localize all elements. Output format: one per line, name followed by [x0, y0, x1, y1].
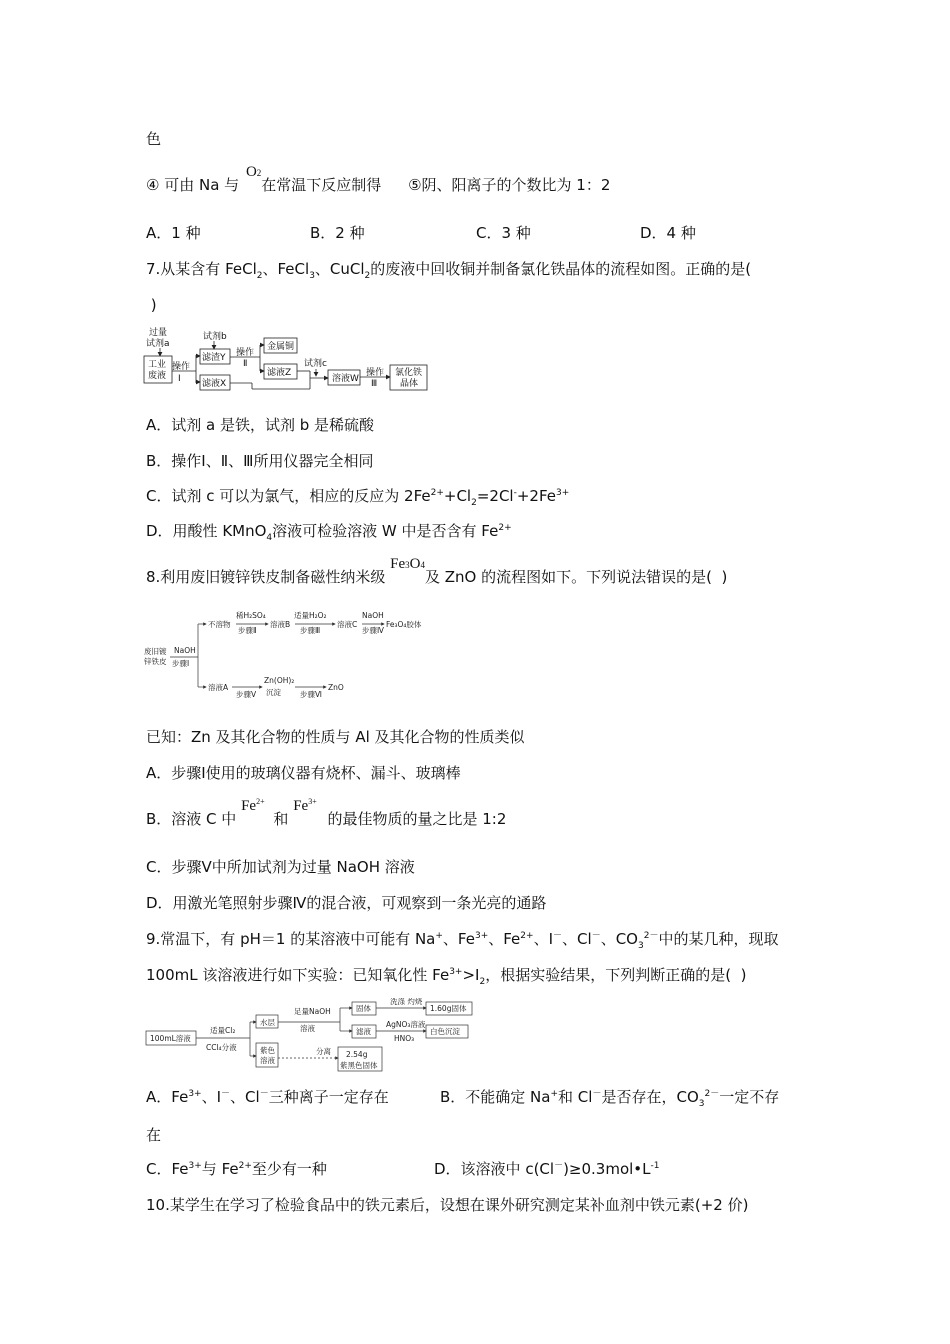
q7-option-c: C．试剂 c 可以为氯气，相应的反应为 $2Fe^{2+}+Cl_2=2Cl^-+2Fe^{3+}$ [146, 487, 570, 508]
q7-reagent-c: 试剂c [304, 359, 327, 369]
q7-op2-num: Ⅱ [243, 359, 248, 369]
q7-filtrate-x: 滤液X [202, 379, 227, 389]
q8-dilute-h2so4: 稀H₂SO₄ [236, 611, 266, 620]
q7-option-b: B．操作Ⅰ、Ⅱ、Ⅲ所用仪器完全相同 [146, 452, 374, 470]
q7-filtrate-y: 滤渣Y [202, 353, 226, 363]
q9-option-b: B．不能确定 Na+和 Cl－是否存在，$CO_3^{2-}$一定不存 [440, 1088, 780, 1109]
q8-precipitate: 沉淀 [266, 688, 281, 697]
q8-flow-diagram [140, 605, 440, 700]
q9-violet-solid: 紫黑色固体 [340, 1061, 378, 1070]
q8-step5: 步骤Ⅴ [236, 690, 257, 699]
q8-option-c: C．步骤Ⅴ中所加试剂为过量 NaOH 溶液 [146, 858, 415, 876]
q7-op1: 操作 [172, 362, 191, 372]
q9-cl2: 适量Cl₂ [210, 1026, 236, 1035]
q8-h2o2: 适量H₂O₂ [294, 611, 327, 620]
q8-start-2: 锌铁皮 [144, 657, 167, 666]
q7-option-d: D．用酸性 KMnO$_4$溶液可检验溶液 W 中是否含有 $Fe^{2+}$ [146, 522, 512, 543]
q8-option-b: B．溶液 C 中 $Fe^{2+}$ 和 $Fe^{3+}$ 的最佳物质的量之比是 1:2 [146, 797, 507, 828]
q8-option-a: A．步骤Ⅰ使用的玻璃仪器有烧杯、漏斗、玻璃棒 [146, 764, 461, 782]
q8-colloid: Fe₃O₄胶体 [386, 620, 422, 629]
q7-filtrate-z: 滤液Z [267, 368, 292, 378]
q6-option-c: C．3 种 [476, 224, 531, 242]
q7-op3-num: Ⅲ [371, 379, 378, 389]
q9-mass-2: 2.54g [346, 1050, 368, 1059]
q9-water-layer: 水层 [260, 1018, 275, 1027]
q7-waste-1: 工业 [148, 360, 167, 370]
q7-stem-close: ) [150, 296, 157, 314]
q8-solution-a: 溶液A [208, 683, 229, 692]
q9-option-d: D．该溶液中 $c(Cl^-)\ge 0.3mol•L^{-1}$ [434, 1160, 660, 1178]
q7-reagent-b: 试剂b [203, 332, 227, 342]
q9-option-a: A．$Fe^{3+}$、I－、Cl－三种离子一定存在 [146, 1088, 389, 1106]
q8-znoh2: Zn(OH)₂ [264, 676, 295, 685]
q9-hno3: HNO₃ [394, 1034, 415, 1043]
q7-op3: 操作 [366, 368, 385, 378]
q7-copper: 金属铜 [267, 342, 295, 352]
q10-stem: 10.某学生在学习了检验食品中的铁元素后，设想在课外研究测定某补血剂中铁元素(+2 价) [146, 1196, 749, 1214]
q7-reagent-a-1: 过量 [149, 328, 168, 338]
q9-filtrate: 滤液 [356, 1027, 371, 1036]
q7-product-2: 晶体 [400, 379, 419, 389]
q9-naoh-1: 足量NaOH [294, 1007, 331, 1016]
q7-stem: 7.从某含有 FeCl$_2$、FeCl$_3$、CuCl$_2$的废液中回收铜并制备氯化铁晶体的流程如图。正确的是( [146, 260, 752, 281]
q8-insoluble: 不溶物 [208, 620, 231, 629]
q9-start: 100mL溶液 [150, 1034, 191, 1043]
property-4-and-5: ④ 可由 Na 与 O2在常温下反应制得 ⑤阴、阳离子的个数比为 1：2 [146, 164, 611, 194]
continuation-text: 色 [146, 130, 162, 148]
q9-purple-1: 紫色 [260, 1046, 275, 1055]
q7-waste-2: 废液 [148, 371, 167, 381]
q8-solution-c: 溶液C [337, 620, 358, 629]
q8-step1: 步骤Ⅰ [172, 659, 190, 668]
q6-option-a: A．1 种 [146, 224, 201, 242]
q9-stem-line1: 9.常温下，有 pH＝1 的某溶液中可能有 Na+、$Fe^{3+}$、$Fe^{2+}$、I－、Cl－、$CO_3^{2-}$中的某几种，现取 [146, 930, 779, 951]
q9-solid: 固体 [356, 1004, 371, 1013]
q7-product-1: 氯化铁 [395, 368, 423, 378]
q8-stem: 8.利用废旧镀锌铁皮制备磁性纳米级 Fe3O4及 ZnO 的流程图如下。下列说法错误的是( ) [146, 556, 728, 586]
q8-solution-b: 溶液B [270, 620, 291, 629]
q7-option-a: A．试剂 a 是铁，试剂 b 是稀硫酸 [146, 416, 375, 434]
q9-naoh-2: 溶液 [300, 1024, 315, 1033]
q8-step2: 步骤Ⅱ [238, 626, 257, 635]
q7-op1-num: Ⅰ [178, 374, 181, 384]
q9-ccl4: CCl₄分液 [206, 1043, 237, 1052]
q7-solution-w: 溶液W [332, 374, 359, 384]
q8-step3: 步骤Ⅲ [300, 626, 321, 635]
q8-naoh-2: NaOH [362, 611, 384, 620]
q7-reagent-a-2: 试剂a [146, 339, 170, 349]
q6-option-d: D．4 种 [640, 224, 696, 242]
q8-zno: ZnO [328, 683, 344, 692]
q9-mass-1: 1.60g固体 [430, 1004, 467, 1013]
q9-flow-diagram [140, 998, 480, 1073]
q9-wash: 洗涤 灼烧 [390, 998, 423, 1006]
q9-white-precipitate: 白色沉淀 [430, 1027, 460, 1036]
q8-naoh: NaOH [174, 646, 196, 655]
q9-option-b-wrap: 在 [146, 1126, 162, 1144]
q8-step4: 步骤Ⅳ [362, 626, 384, 635]
q8-step6: 步骤Ⅵ [300, 690, 322, 699]
q6-option-b: B．2 种 [310, 224, 365, 242]
q9-option-c: C．$Fe^{3+}$与 $Fe^{2+}$至少有一种 [146, 1160, 327, 1178]
q7-op2: 操作 [236, 348, 255, 358]
q7-flow-diagram [140, 325, 440, 395]
q9-agno3: AgNO₃溶液 [386, 1020, 426, 1029]
q9-purple-2: 溶液 [260, 1056, 275, 1065]
q8-start-1: 废旧镀 [144, 647, 167, 656]
q9-stem-line2: 100mL 该溶液进行如下实验：已知氧化性 $Fe^{3+}>I_2$，根据实验结果，下列判断正确的是( ) [146, 966, 747, 987]
q8-option-d: D．用激光笔照射步骤Ⅳ的混合液，可观察到一条光亮的通路 [146, 894, 547, 912]
q9-separate: 分离 [316, 1047, 331, 1056]
q8-known: 已知：Zn 及其化合物的性质与 Al 及其化合物的性质类似 [146, 728, 525, 746]
